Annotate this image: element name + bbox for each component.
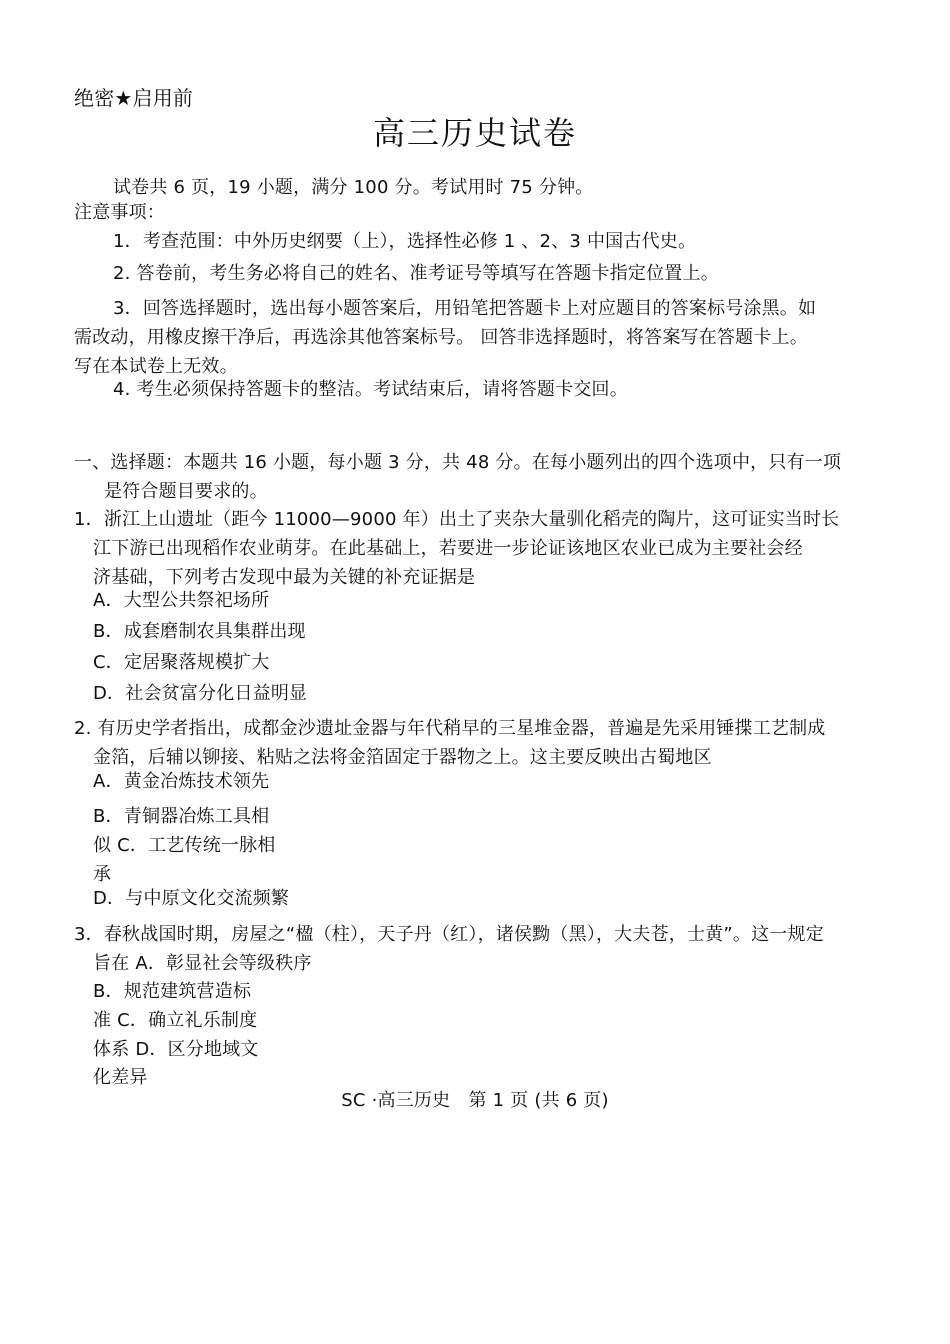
section-heading: 一、选择题：本题共 16 小题，每小题 3 分，共 48 分。在每小题列出的四个选项中，只有一项: [74, 452, 842, 473]
exam-title: 高三历史试卷: [372, 114, 577, 152]
notice-item: 1．考查范围：中外历史纲要（上），选择性必修 1 、2、3 中国古代史。: [113, 231, 697, 252]
question-3-option-line: B．规范建筑营造标: [93, 981, 252, 1002]
question-3-option-line: 化差异: [93, 1067, 148, 1088]
notice-item: 2. 答卷前，考生务必将自己的姓名、准考证号等填写在答题卡指定位置上。: [113, 263, 719, 284]
notice-item: 4. 考生必须保持答题卡的整洁。考试结束后，请将答题卡交回。: [113, 379, 628, 400]
question-1-stem: 1．浙江上山遗址（距今 11000—9000 年）出土了夹杂大量驯化稻壳的陶片，这可证实当时长: [74, 509, 840, 530]
notice-item-continued: 写在本试卷上无效。: [74, 356, 238, 377]
confidential-mark: 绝密★启用前: [74, 86, 194, 110]
question-3-option-line: 体系 D．区分地域文: [93, 1039, 259, 1060]
question-2-option-line: 似 C．工艺传统一脉相: [93, 835, 276, 856]
question-1-stem: 济基础，下列考古发现中最为关键的补充证据是: [93, 567, 476, 588]
exam-summary: 试卷共 6 页，19 小题，满分 100 分。考试用时 75 分钟。: [113, 177, 594, 198]
page-footer: SC ·高三历史 第 1 页 (共 6 页): [341, 1090, 609, 1111]
question-3-option-line: 准 C．确立礼乐制度: [93, 1010, 258, 1031]
notice-item: 3．回答选择题时，选出每小题答案后，用铅笔把答题卡上对应题目的答案标号涂黑。如: [113, 298, 817, 319]
question-2-option-line: A．黄金冶炼技术领先: [93, 771, 270, 792]
question-3-stem: 旨在 A．彰显社会等级秩序: [93, 953, 312, 974]
question-1-option-a: A．大型公共祭祀场所: [93, 590, 270, 611]
question-1-stem: 江下游已出现稻作农业萌芽。在此基础上，若要进一步论证该地区农业已成为主要社会经: [93, 538, 803, 559]
notice-item-continued: 需改动，用橡皮擦干净后，再选涂其他答案标号。 回答非选择题时，将答案写在答题卡上。: [74, 327, 808, 348]
question-1-option-c: C．定居聚落规模扩大: [93, 652, 270, 673]
question-1-option-d: D．社会贫富分化日益明显: [93, 683, 308, 704]
question-1-option-b: B．成套磨制农具集群出现: [93, 621, 306, 642]
question-2-stem: 金箔，后辅以铆接、粘贴之法将金箔固定于器物之上。这主要反映出古蜀地区: [93, 747, 712, 768]
question-2-stem: 2. 有历史学者指出，成都金沙遗址金器与年代稍早的三星堆金器，普遍是先采用锤揲工艺制成: [74, 718, 826, 739]
notice-heading: 注意事项：: [74, 202, 165, 223]
question-2-option-line: D．与中原文化交流频繁: [93, 888, 290, 909]
question-2-option-line: 承: [93, 864, 112, 885]
section-heading-continued: 是符合题目要求的。: [104, 481, 268, 502]
question-2-option-line: B．青铜器冶炼工具相: [93, 806, 270, 827]
question-3-stem: 3．春秋战国时期，房屋之“楹（柱），天子丹（红），诸侯黝（黑），大夫苍，士黄”。这一规定: [74, 924, 824, 945]
